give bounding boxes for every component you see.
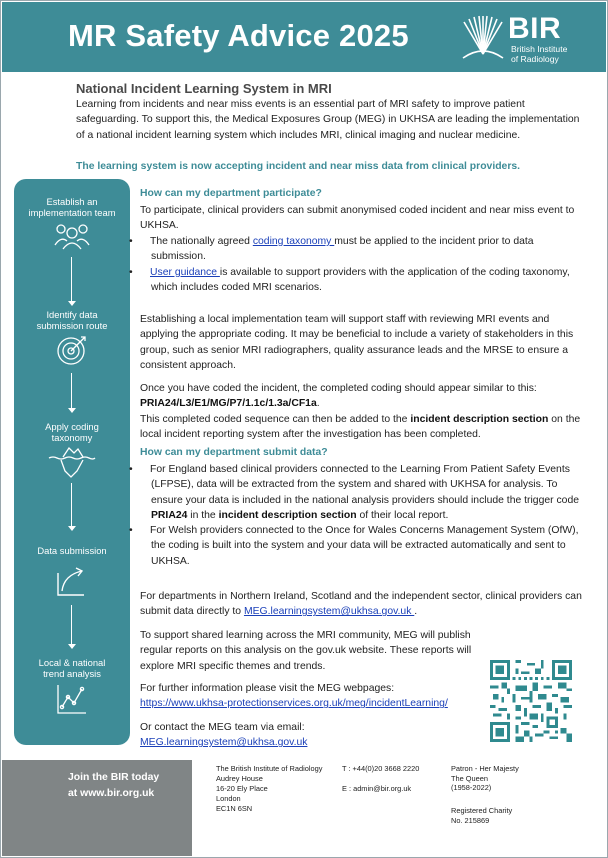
process-flow-panel bbox=[14, 179, 130, 745]
flow-step-1-label bbox=[14, 196, 130, 218]
user-guidance-link[interactable]: User guidance bbox=[150, 266, 220, 278]
further-info-text: For further information please visit the MEG webpages: bbox=[140, 683, 395, 694]
implementation-team-paragraph: Establishing a local implementation team will support staff with reviewing MRI events and applying the appropriate coding. It may be beneficial to include a variety of stakeholders in this group, such as senior MRI radiographers, quality assurance leads and the MRSE to ensure a consistent approach. bbox=[140, 314, 574, 371]
bullet-text: is available to support providers with the application of the coding taxonomy, which includes coded MRI scenarios. bbox=[151, 266, 570, 293]
coding-example-line bbox=[140, 396, 586, 411]
join-line-1: Join the BIR today bbox=[68, 772, 160, 783]
participate-bullets bbox=[129, 234, 586, 295]
footer-charity bbox=[451, 806, 512, 826]
flow-step-3-line-2: taxonomy bbox=[51, 432, 93, 443]
patron-line: Patron - Her Majesty bbox=[451, 764, 519, 773]
join-bir-cta[interactable] bbox=[68, 770, 159, 802]
contact-paragraph bbox=[140, 720, 480, 751]
incident-description-bold: incident description section bbox=[218, 509, 357, 521]
team-icon bbox=[52, 221, 92, 251]
address-line: London bbox=[216, 794, 241, 803]
footer-patron bbox=[451, 764, 519, 793]
iceberg-icon bbox=[47, 445, 97, 479]
charity-line: Registered Charity bbox=[451, 806, 513, 815]
flow-arrow-3 bbox=[68, 526, 76, 531]
patron-line: The Queen bbox=[451, 773, 488, 783]
bir-logo bbox=[458, 14, 603, 66]
flow-step-3-line-1: Apply coding bbox=[45, 421, 99, 432]
submit-heading: How can my department submit data? bbox=[140, 447, 328, 458]
intro-title: National Incident Learning System in MRI bbox=[76, 81, 332, 96]
coding-example-end: . bbox=[316, 398, 320, 410]
page-title: MR Safety Advice 2025 bbox=[68, 18, 409, 53]
footer-address bbox=[216, 764, 322, 814]
flow-arrow-2 bbox=[68, 408, 76, 413]
participate-heading: How can my department participate? bbox=[140, 188, 322, 199]
bullet-text: For Welsh providers connected to the Once for Wales Concerns Management System (OfW), the coding is built into the system and your data will be extracted automatically and sent to UKHSA. bbox=[150, 525, 579, 567]
bullet-text: For England based clinical providers connected to the Learning From Patient Safety Events (LFPSE), data will be extracted from the system and shared with UKHSA for analysis. To ensure your data is included in the national analysis providers should include the trigger code bbox=[150, 464, 580, 506]
charity-line: No. 215869 bbox=[451, 816, 490, 825]
list-item bbox=[129, 234, 586, 265]
text: . bbox=[414, 606, 418, 618]
footer bbox=[2, 760, 606, 856]
flow-step-1-line-2: implementation team bbox=[28, 207, 116, 218]
bullet-icon: • bbox=[129, 236, 133, 247]
shared-learning-paragraph: To support shared learning across the MRI community, MEG will publish regular reports on this analysis on the gov.uk website. These reports will explore MRI specific themes and trends. bbox=[140, 630, 472, 672]
flow-step-2-label bbox=[14, 309, 130, 331]
bullet-text: in the bbox=[187, 509, 219, 521]
coding-example-paragraph bbox=[140, 381, 586, 442]
trend-chart-icon bbox=[54, 681, 90, 717]
header-banner bbox=[2, 2, 606, 72]
meg-email-link-1[interactable]: MEG.learningsystem@ukhsa.gov.uk bbox=[243, 606, 415, 618]
incident-description-bold: incident description section bbox=[410, 413, 549, 425]
coding-example-intro: Once you have coded the incident, the completed coding should appear similar to this: bbox=[140, 383, 537, 394]
flow-step-1-line-1: Establish an bbox=[46, 196, 98, 207]
list-item bbox=[129, 462, 586, 523]
text: on the local incident reporting system after the investigation has been completed. bbox=[140, 413, 581, 440]
text: For departments in Northern Ireland, Scotland and the independent sector, clinical providers can submit data directly to bbox=[140, 591, 582, 618]
bullet-text: The nationally agreed bbox=[150, 236, 253, 247]
bir-logo-icon bbox=[458, 14, 508, 64]
bullet-icon: • bbox=[129, 525, 133, 537]
list-item bbox=[129, 523, 586, 569]
trigger-code: PRIA24 bbox=[151, 509, 188, 521]
flow-step-4-line-1: Data submission bbox=[37, 545, 107, 556]
logo-sub-line-1: British Institute bbox=[511, 44, 568, 54]
footer-telephone: T : +44(0)20 3668 2220 bbox=[342, 764, 420, 773]
flow-arrow-4 bbox=[68, 644, 76, 649]
bullet-text: of their local report. bbox=[356, 509, 449, 521]
flow-step-2-line-2: submission route bbox=[36, 320, 108, 331]
coding-sequence-text bbox=[140, 412, 586, 443]
qr-code-icon[interactable] bbox=[490, 660, 572, 742]
flow-step-5-label bbox=[14, 657, 130, 679]
meg-webpage-link[interactable]: https://www.ukhsa-protectionservices.org.uk/meg/incidentLearning/ bbox=[140, 698, 448, 710]
coding-example-code: PRIA24/L3/E1/MG/P7/1.1c/1.3a/CF1a bbox=[140, 398, 317, 410]
meg-email-link-2[interactable]: MEG.learningsystem@ukhsa.gov.uk bbox=[140, 737, 308, 749]
patron-line: (1958-2022) bbox=[451, 783, 492, 792]
flow-step-5-line-1: Local & national bbox=[38, 657, 106, 668]
address-line: 16-20 Ely Place bbox=[216, 784, 268, 793]
submit-bullets bbox=[129, 462, 586, 569]
address-line: The British Institute of Radiology bbox=[216, 764, 323, 773]
flow-arrow-1 bbox=[68, 301, 76, 306]
join-line-2: at www.bir.org.uk bbox=[68, 788, 155, 799]
further-info-paragraph bbox=[140, 681, 480, 712]
flow-step-4-label bbox=[14, 545, 130, 556]
flow-connector-4 bbox=[71, 605, 72, 645]
direct-submission-paragraph bbox=[140, 589, 586, 620]
upload-arrow-icon bbox=[54, 563, 90, 599]
flow-connector-1 bbox=[71, 257, 72, 302]
accepting-notice: The learning system is now accepting incident and near miss data from clinical providers. bbox=[76, 161, 521, 172]
list-item bbox=[129, 265, 586, 296]
target-icon bbox=[55, 333, 89, 367]
footer-email[interactable]: E : admin@bir.org.uk bbox=[342, 784, 412, 793]
flow-step-3-label bbox=[14, 421, 130, 443]
logo-text: BIR bbox=[508, 12, 562, 45]
flow-step-2-line-1: Identify data bbox=[46, 309, 98, 320]
bullet-icon: • bbox=[129, 266, 133, 278]
flow-step-5-line-2: trend analysis bbox=[43, 668, 101, 679]
participate-intro: To participate, clinical providers can submit anonymised coded incident and near miss event to UKHSA. bbox=[140, 205, 575, 232]
logo-sub-line-2: of Radiology bbox=[511, 54, 559, 64]
flow-connector-3 bbox=[71, 483, 72, 527]
bullet-icon: • bbox=[129, 464, 133, 475]
coding-taxonomy-link[interactable]: coding taxonomy bbox=[252, 236, 335, 247]
logo-subtitle bbox=[511, 44, 567, 64]
bullet-text: must be applied to the incident prior to data submission. bbox=[151, 236, 534, 263]
text: This completed coded sequence can then be added to the bbox=[140, 413, 411, 425]
intro-text: Learning from incidents and near miss events is an essential part of MRI safety to improve patient safeguarding. To support this, the Medical Exposures Group (MEG) in UKHSA are leading the implementation of a national incident learning system which includes MRI, clinical imaging and nuclear medicine. bbox=[76, 99, 580, 141]
address-line: EC1N 6SN bbox=[216, 804, 253, 813]
contact-text: Or contact the MEG team via email: bbox=[140, 722, 305, 733]
address-line: Audrey House bbox=[216, 774, 263, 783]
flow-connector-2 bbox=[71, 373, 72, 409]
